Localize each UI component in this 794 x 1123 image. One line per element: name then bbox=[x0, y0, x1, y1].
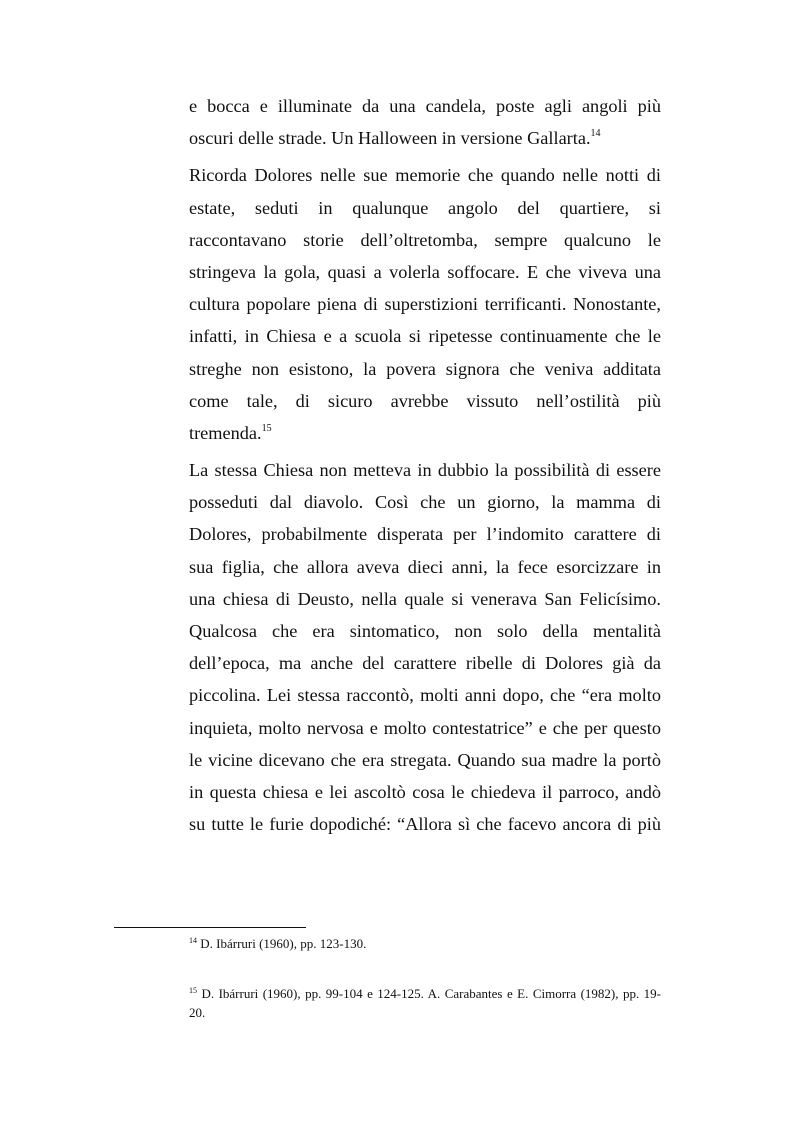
body-line bbox=[189, 389, 661, 413]
body-line bbox=[189, 126, 661, 154]
body-line bbox=[189, 163, 661, 187]
text: come tale, di sicuro avrebbe vissuto nell’ostilità più bbox=[189, 391, 661, 411]
footnote-text: D. Ibárruri (1960), pp. 99-104 e 124-125. A. Carabantes e E. Cimorra (1982), pp. 19- bbox=[201, 986, 662, 1001]
text: estate, seduti in qualunque angolo del quartiere, si bbox=[189, 198, 661, 218]
body-line bbox=[189, 716, 661, 740]
text: inquieta, molto nervosa e molto contestatrice” e che per questo bbox=[189, 718, 661, 738]
text: una chiesa di Deusto, nella quale si venerava San Felicísimo. bbox=[189, 589, 661, 609]
body-line bbox=[189, 260, 661, 284]
text: piccolina. Lei stessa raccontò, molti anni dopo, che “era molto bbox=[189, 685, 661, 705]
text: sua figlia, che allora aveva dieci anni, la fece esorcizzare in bbox=[189, 557, 661, 577]
body-line bbox=[189, 780, 661, 804]
footnote-text: D. Ibárruri (1960), pp. 123-130. bbox=[200, 936, 367, 951]
body-line bbox=[189, 196, 661, 220]
footnote-separator bbox=[114, 927, 306, 928]
footnote-text: 20. bbox=[189, 1005, 206, 1020]
footnote-ref-14[interactable]: 14 bbox=[590, 128, 601, 139]
body-line bbox=[189, 651, 661, 675]
body-line bbox=[189, 748, 661, 772]
body-line bbox=[189, 587, 661, 611]
text: su tutte le furie dopodiché: “Allora sì che facevo ancora di più bbox=[189, 814, 661, 834]
text: in questa chiesa e lei ascoltò cosa le chiedeva il parroco, andò bbox=[189, 782, 661, 802]
body-line bbox=[189, 357, 661, 381]
body-line bbox=[189, 555, 661, 579]
text: oscuri delle strade. Un Halloween in versione Gallarta. bbox=[189, 128, 591, 148]
body-line bbox=[189, 619, 661, 643]
body-line bbox=[189, 812, 661, 836]
text: e bocca e illuminate da una candela, poste agli angoli più bbox=[189, 96, 661, 116]
text: Ricorda Dolores nelle sue memorie che quando nelle notti di bbox=[189, 165, 661, 185]
body-line bbox=[189, 228, 661, 252]
footnote-14 bbox=[189, 935, 366, 955]
body-line bbox=[189, 292, 661, 316]
text: La stessa Chiesa non metteva in dubbio la possibilità di essere bbox=[189, 460, 661, 480]
footnote-15 bbox=[189, 985, 661, 1005]
body-line bbox=[189, 522, 661, 546]
text: raccontavano storie dell’oltretomba, sempre qualcuno le bbox=[189, 230, 661, 250]
text: dell’epoca, ma anche del carattere ribelle di Dolores già da bbox=[189, 653, 661, 673]
footnote-number: 14 bbox=[189, 936, 197, 945]
text: le vicine dicevano che era stregata. Quando sua madre la portò bbox=[189, 750, 661, 770]
footnote-ref-15[interactable]: 15 bbox=[261, 423, 272, 434]
text: stringeva la gola, quasi a volerla soffocare. E che viveva una bbox=[189, 262, 661, 282]
text: Qualcosa che era sintomatico, non solo della mentalità bbox=[189, 621, 661, 641]
text: streghe non esistono, la povera signora che veniva additata bbox=[189, 359, 661, 379]
body-line bbox=[189, 324, 661, 348]
text: cultura popolare piena di superstizioni terrificanti. Nonostante, bbox=[189, 294, 661, 314]
text: Dolores, probabilmente disperata per l’indomito carattere di bbox=[189, 524, 661, 544]
body-line bbox=[189, 683, 661, 707]
body-line bbox=[189, 458, 661, 482]
body-line bbox=[189, 490, 661, 514]
text: posseduti dal diavolo. Così che un giorno, la mamma di bbox=[189, 492, 661, 512]
footnote-number: 15 bbox=[189, 986, 197, 995]
body-line bbox=[189, 421, 661, 449]
footnote-15-continuation bbox=[189, 1004, 205, 1022]
body-line bbox=[189, 94, 661, 118]
text: infatti, in Chiesa e a scuola si ripetesse continuamente che le bbox=[189, 326, 661, 346]
text: tremenda. bbox=[189, 423, 262, 443]
